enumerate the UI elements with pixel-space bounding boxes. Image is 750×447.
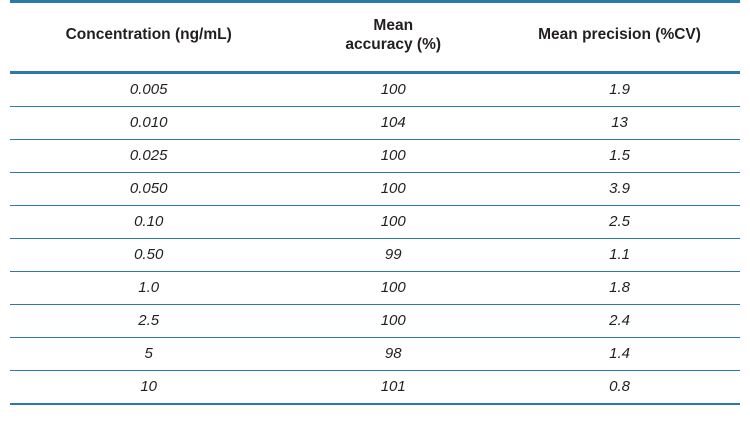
table-row: [10, 370, 740, 404]
cell-concentration: 0.050: [10, 172, 287, 205]
cell-mean-precision: 0.8: [499, 370, 740, 404]
column-header-concentration: [10, 2, 287, 73]
cell-mean-accuracy: 104: [287, 106, 499, 139]
table-row: [10, 304, 740, 337]
table-row: [10, 238, 740, 271]
cell-concentration: 0.010: [10, 106, 287, 139]
cell-concentration: 0.50: [10, 238, 287, 271]
cell-concentration: 2.5: [10, 304, 287, 337]
table-header: [10, 2, 740, 73]
column-header-mean-accuracy-line-1: Mean: [373, 17, 414, 34]
table-row: [10, 172, 740, 205]
cell-concentration: 5: [10, 337, 287, 370]
column-header-mean-accuracy: [287, 2, 499, 73]
cell-concentration: 10: [10, 370, 287, 404]
table-row: [10, 205, 740, 238]
table-body: [10, 72, 740, 404]
cell-concentration: 1.0: [10, 271, 287, 304]
table-row: [10, 139, 740, 172]
table-row: [10, 106, 740, 139]
cell-mean-accuracy: 100: [287, 271, 499, 304]
column-header-concentration-line-1: Concentration (ng/mL): [65, 26, 232, 44]
cell-mean-accuracy: 98: [287, 337, 499, 370]
cell-mean-accuracy: 100: [287, 139, 499, 172]
cell-mean-precision: 13: [499, 106, 740, 139]
column-header-mean-precision-line-1: Mean precision (%CV): [538, 26, 701, 44]
cell-mean-accuracy: 100: [287, 205, 499, 238]
cell-mean-accuracy: 100: [287, 172, 499, 205]
cell-mean-precision: 2.4: [499, 304, 740, 337]
column-header-mean-precision: [499, 2, 740, 73]
cell-mean-precision: 1.1: [499, 238, 740, 271]
header-row: [10, 2, 740, 73]
cell-mean-accuracy: 100: [287, 72, 499, 106]
column-header-mean-accuracy-line-2: accuracy (%): [345, 35, 442, 53]
table-row: [10, 271, 740, 304]
cell-mean-precision: 1.4: [499, 337, 740, 370]
cell-mean-accuracy: 99: [287, 238, 499, 271]
cell-concentration: 0.10: [10, 205, 287, 238]
cell-mean-accuracy: 100: [287, 304, 499, 337]
cell-mean-precision: 1.9: [499, 72, 740, 106]
cell-concentration: 0.005: [10, 72, 287, 106]
cell-mean-precision: 3.9: [499, 172, 740, 205]
results-table: [10, 0, 740, 405]
cell-mean-precision: 2.5: [499, 205, 740, 238]
table-row: [10, 72, 740, 106]
table-row: [10, 337, 740, 370]
cell-concentration: 0.025: [10, 139, 287, 172]
cell-mean-precision: 1.8: [499, 271, 740, 304]
cell-mean-accuracy: 101: [287, 370, 499, 404]
cell-mean-precision: 1.5: [499, 139, 740, 172]
